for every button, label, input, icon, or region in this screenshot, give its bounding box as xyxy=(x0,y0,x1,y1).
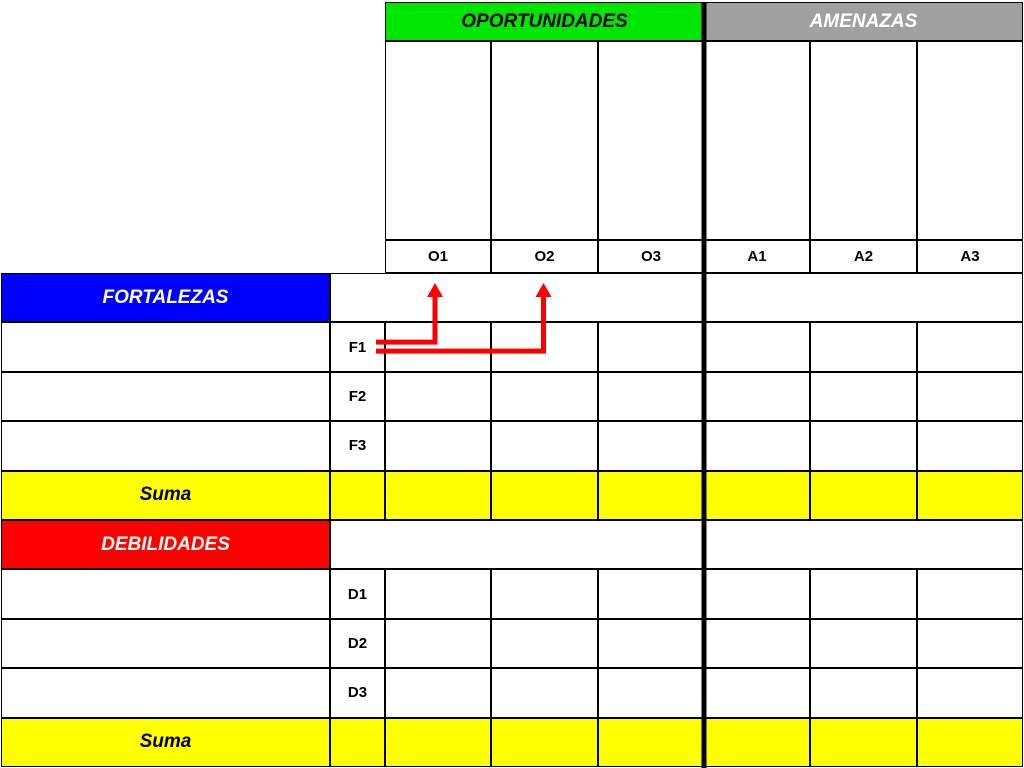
row-code-f2: F2 xyxy=(330,372,385,421)
row-code-d2: D2 xyxy=(330,619,385,668)
row-code-d3: D3 xyxy=(330,668,385,717)
row-code-f3: F3 xyxy=(330,421,385,470)
arrow-head-icon xyxy=(536,283,552,297)
strengths-sum-label: Suma xyxy=(1,471,330,520)
column-code-a2: A2 xyxy=(810,240,917,273)
arrow-f1-to-o1 xyxy=(376,295,435,342)
column-code-a3: A3 xyxy=(917,240,1023,273)
column-code-a1: A1 xyxy=(704,240,810,273)
weaknesses-sum-label: Suma xyxy=(1,718,330,767)
row-code-f1: F1 xyxy=(330,322,385,371)
opportunities-header: OPORTUNIDADES xyxy=(385,2,704,41)
column-code-o1: O1 xyxy=(385,240,491,273)
strengths-header: FORTALEZAS xyxy=(1,273,330,322)
arrow-head-icon xyxy=(427,283,443,297)
column-code-o3: O3 xyxy=(598,240,704,273)
column-code-o2: O2 xyxy=(491,240,598,273)
threats-header: AMENAZAS xyxy=(704,2,1023,41)
weaknesses-header: DEBILIDADES xyxy=(1,520,330,569)
row-code-d1: D1 xyxy=(330,569,385,618)
